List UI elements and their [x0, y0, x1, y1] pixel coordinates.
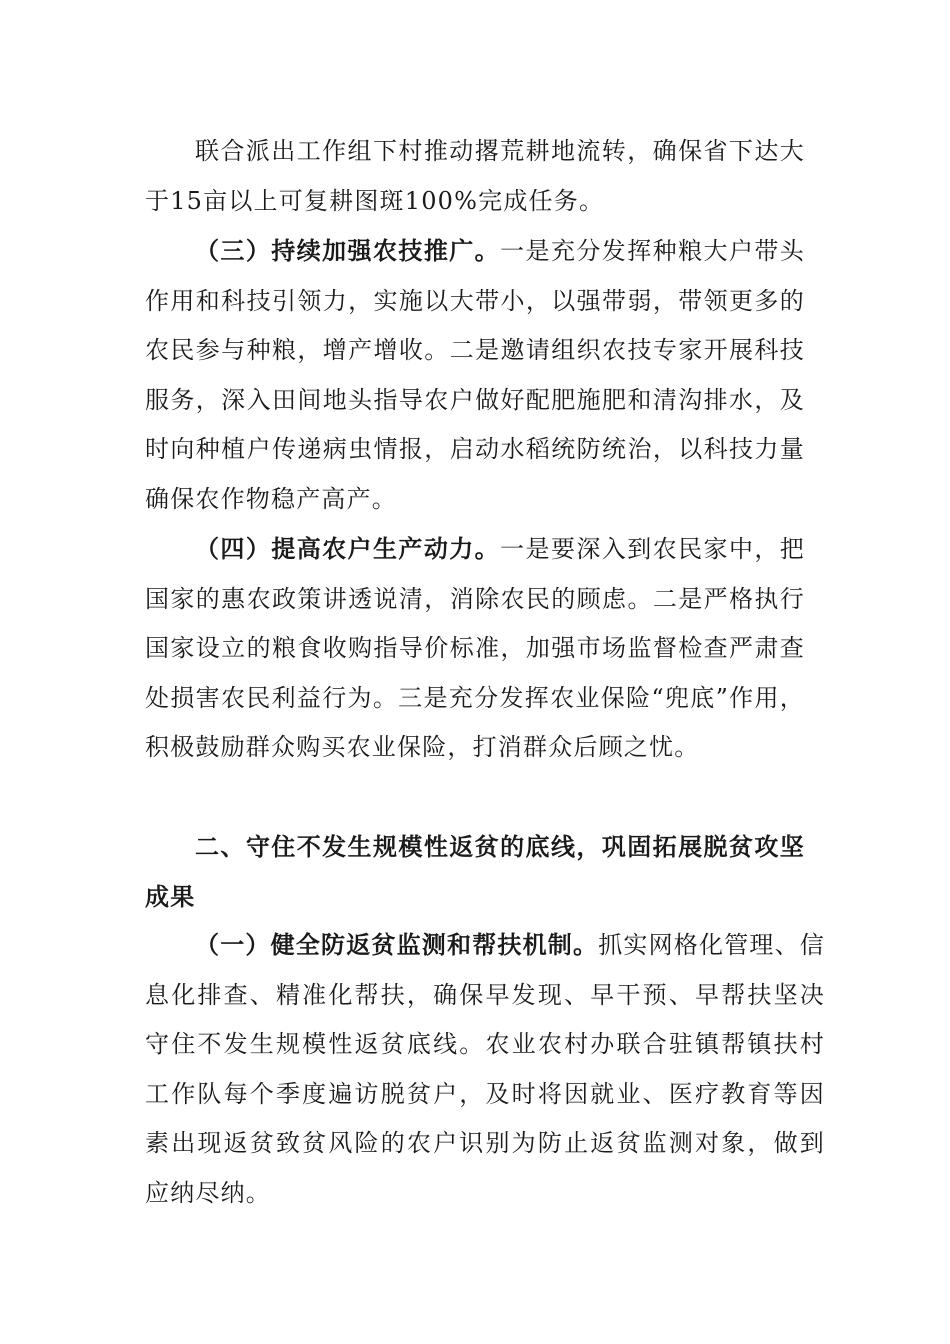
paragraph-title: （一）健全防返贫监测和帮扶机制。	[195, 930, 599, 959]
paragraph-text: 联合派出工作组下村推动撂荒耕地流转，确保省下达大于15亩以上可复耕图斑100%完成任务。	[145, 137, 805, 215]
section-heading-text: 二、守住不发生规模性返贫的底线，巩固拓展脱贫攻坚成果	[145, 832, 805, 911]
paragraph-poverty-monitoring	[145, 920, 825, 1218]
paragraph-farmer-motivation	[145, 524, 805, 773]
section-heading	[145, 822, 805, 921]
paragraph-title: （四）提高农户生产动力。	[195, 534, 501, 563]
paragraph-agri-tech	[145, 226, 805, 524]
paragraph-text: 一是充分发挥种粮大户带头作用和科技引领力，实施以大带小，以强带弱，带领更多的农民参与种粮，增产增收。二是邀请组织农技专家开展科技服务，深入田间地头指导农户做好配肥施肥和清沟排水，及时向种植户传递病虫情报，启动水稻统防统治，以科技力量确保农作物稳产高产。	[145, 237, 805, 513]
paragraph-title: （三）持续加强农技推广。	[195, 236, 501, 265]
paragraph-text: 抓实网格化管理、信息化排查、精准化帮扶，确保早发现、早干预、早帮扶坚决守住不发生规模性返贫底线。农业农村办联合驻镇帮镇扶村工作队每个季度遍访脱贫户，及时将因就业、医疗教育等因素出现返贫致贫风险的农户识别为防止返贫监测对象，做到应纳尽纳。	[145, 931, 826, 1207]
paragraph-land-transfer	[145, 127, 805, 226]
paragraph-text: 一是要深入到农民家中，把国家的惠农政策讲透说清，消除农民的顾虑。二是严格执行国家设立的粮食收购指导价标准，加强市场监督检查严肃查处损害农民利益行为。三是充分发挥农业保险“兜底”作用，积极鼓励群众购买农业保险，打消群众后顾之忧。	[145, 535, 805, 761]
